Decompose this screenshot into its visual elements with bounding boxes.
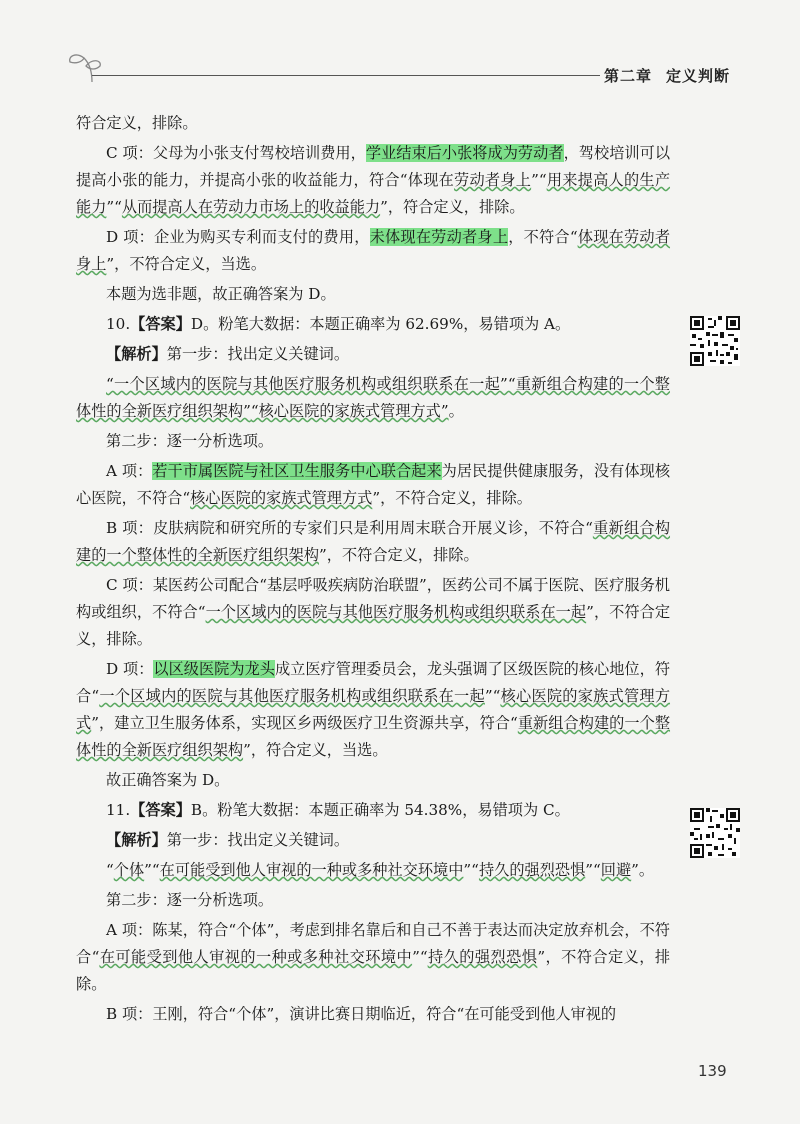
keyword-underline: “核心医院的家族式管理方式” <box>250 402 449 420</box>
q10-option-d: D 项：以区级医院为龙头成立医疗管理委员会，龙头强调了区级医院的核心地位，符合“一个区域内的医院与其他医疗服务机构或组织联系在一起”“核心医院的家族式管理方式”，建立卫生服务体系，实现区乡两级医疗卫生资源共享，符合“重新组合构建的一个整体性的全新医疗组织架构”，符合定义，当选。 <box>76 660 671 759</box>
analysis-line-q11: 【解析】第一步：找出定义关键词。 <box>106 831 349 849</box>
answer-line-q11: 11.【答案】B。粉笔大数据：本题正确率为 54.38%，易错项为 C。 <box>106 801 570 819</box>
keywords-q11: “个体”“在可能受到他人审视的一种或多种社交环境中”“持久的强烈恐惧”“回避”。 <box>106 861 655 879</box>
keyword-underline: 体现在劳动者身上 <box>76 228 671 273</box>
keyword-underline: 持久的强烈恐惧 <box>427 948 538 966</box>
header-rule <box>92 75 600 76</box>
paragraph-option-d: D 项：企业为购买专利而支付的费用，未体现在劳动者身上，不符合“体现在劳动者身上”，不符合定义，当选。 <box>76 228 671 273</box>
step-two-q10: 第二步：逐一分析选项。 <box>106 432 274 450</box>
analysis-label: 【解析】 <box>106 345 167 363</box>
keyword-underline: 在可能受到他人审视的一种或多种社交环境中 <box>159 861 464 879</box>
page-number: 139 <box>698 1062 727 1080</box>
answer-label: 【答案】 <box>130 315 191 333</box>
highlight: 未体现在劳动者身上 <box>369 228 509 246</box>
paragraph: 本题为选非题，故正确答案为 D。 <box>106 285 336 303</box>
chapter-number: 第二章 <box>604 67 653 85</box>
highlight: 学业结束后小张将成为劳动者 <box>365 144 564 162</box>
page-body <box>76 110 670 1028</box>
paragraph: 符合定义，排除。 <box>76 114 198 132</box>
q10-option-c: C 项：某医药公司配合“基层呼吸疾病防治联盟”，医药公司不属于医院、医疗服务机构或组织，不符合“一个区域内的医院与其他医疗服务机构或组织联系在一起”，不符合定义，排除。 <box>76 576 671 648</box>
keyword-underline: “一个区域内的医院与其他医疗服务机构或组织联系在一起”“重新组合构建的一个整体性的全新医疗组织架构” <box>76 375 670 420</box>
qr-code-icon[interactable] <box>690 316 740 366</box>
keyword-underline: 劳动者身上 <box>454 171 532 189</box>
keyword-underline: 一个区域内的医院与其他医疗服务机构或组织联系在一起 <box>99 687 485 705</box>
step-two-q11: 第二步：逐一分析选项。 <box>106 891 274 909</box>
keyword-underline: 核心医院的家族式管理方式 <box>76 687 671 732</box>
keyword-underline: 重新组合构建的一个整体性的全新医疗组织架构 <box>76 714 671 759</box>
analysis-label: 【解析】 <box>106 831 167 849</box>
q10-final-answer: 故正确答案为 D。 <box>106 771 230 789</box>
answer-label: 【答案】 <box>130 801 191 819</box>
keyword-underline: 在可能受到他人审视的一种或多种社交环境中 <box>99 948 413 966</box>
keyword-underline: 重新组合构建的一个整体性的全新医疗组织架构 <box>76 519 671 564</box>
keyword-underline: 用来提高人的生产能力 <box>76 171 671 216</box>
q10-option-a: A 项：若干市属医院与社区卫生服务中心联合起来为居民提供健康服务，没有体现核心医院，不符合“核心医院的家族式管理方式”，不符合定义，排除。 <box>76 462 671 507</box>
q11-option-a: A 项：陈某，符合“个体”，考虑到排名靠后和自己不善于表达而决定放弃机会，不符合“在可能受到他人审视的一种或多种社交环境中”“持久的强烈恐惧”，不符合定义，排除。 <box>76 921 671 993</box>
paragraph-option-c: C 项：父母为小张支付驾校培训费用，学业结束后小张将成为劳动者，驾校培训可以提高小张的能力，并提高小张的收益能力，符合“体现在劳动者身上”“用来提高人的生产能力”“从而提高人在劳动力市场上的收益能力”，符合定义，排除。 <box>76 144 671 216</box>
keyword-underline: 一个区域内的医院与其他医疗服务机构或组织联系在一起 <box>205 603 587 621</box>
keywords-q10: “一个区域内的医院与其他医疗服务机构或组织联系在一起”“重新组合构建的一个整体性的全新医疗组织架构”“核心医院的家族式管理方式”。 <box>76 375 670 420</box>
highlight: 若干市属医院与社区卫生服务中心联合起来 <box>152 462 442 480</box>
qr-code-icon[interactable] <box>690 808 740 858</box>
highlight: 以区级医院为龙头 <box>153 660 275 678</box>
keyword-underline: 个体 <box>113 861 145 879</box>
keyword-underline: 持久的强烈恐惧 <box>478 861 586 879</box>
q10-option-b: B 项：皮肤病院和研究所的专家们只是利用周末联合开展义诊，不符合“重新组合构建的一个整体性的全新医疗组织架构”，不符合定义，排除。 <box>76 519 671 564</box>
sprout-icon <box>62 50 104 84</box>
chapter-title: 定义判断 <box>666 67 731 85</box>
analysis-line-q10: 【解析】第一步：找出定义关键词。 <box>106 345 349 363</box>
keyword-underline: 从而提高人在劳动力市场上的收益能力 <box>121 198 381 216</box>
keyword-underline: 回避 <box>600 861 632 879</box>
chapter-header <box>604 65 730 86</box>
q11-option-b: B 项：王刚，符合“个体”，演讲比赛日期临近，符合“在可能受到他人审视的 <box>106 1005 617 1023</box>
keyword-underline: 核心医院的家族式管理方式 <box>190 489 373 507</box>
answer-line-q10: 10.【答案】D。粉笔大数据：本题正确率为 62.69%，易错项为 A。 <box>106 315 571 333</box>
